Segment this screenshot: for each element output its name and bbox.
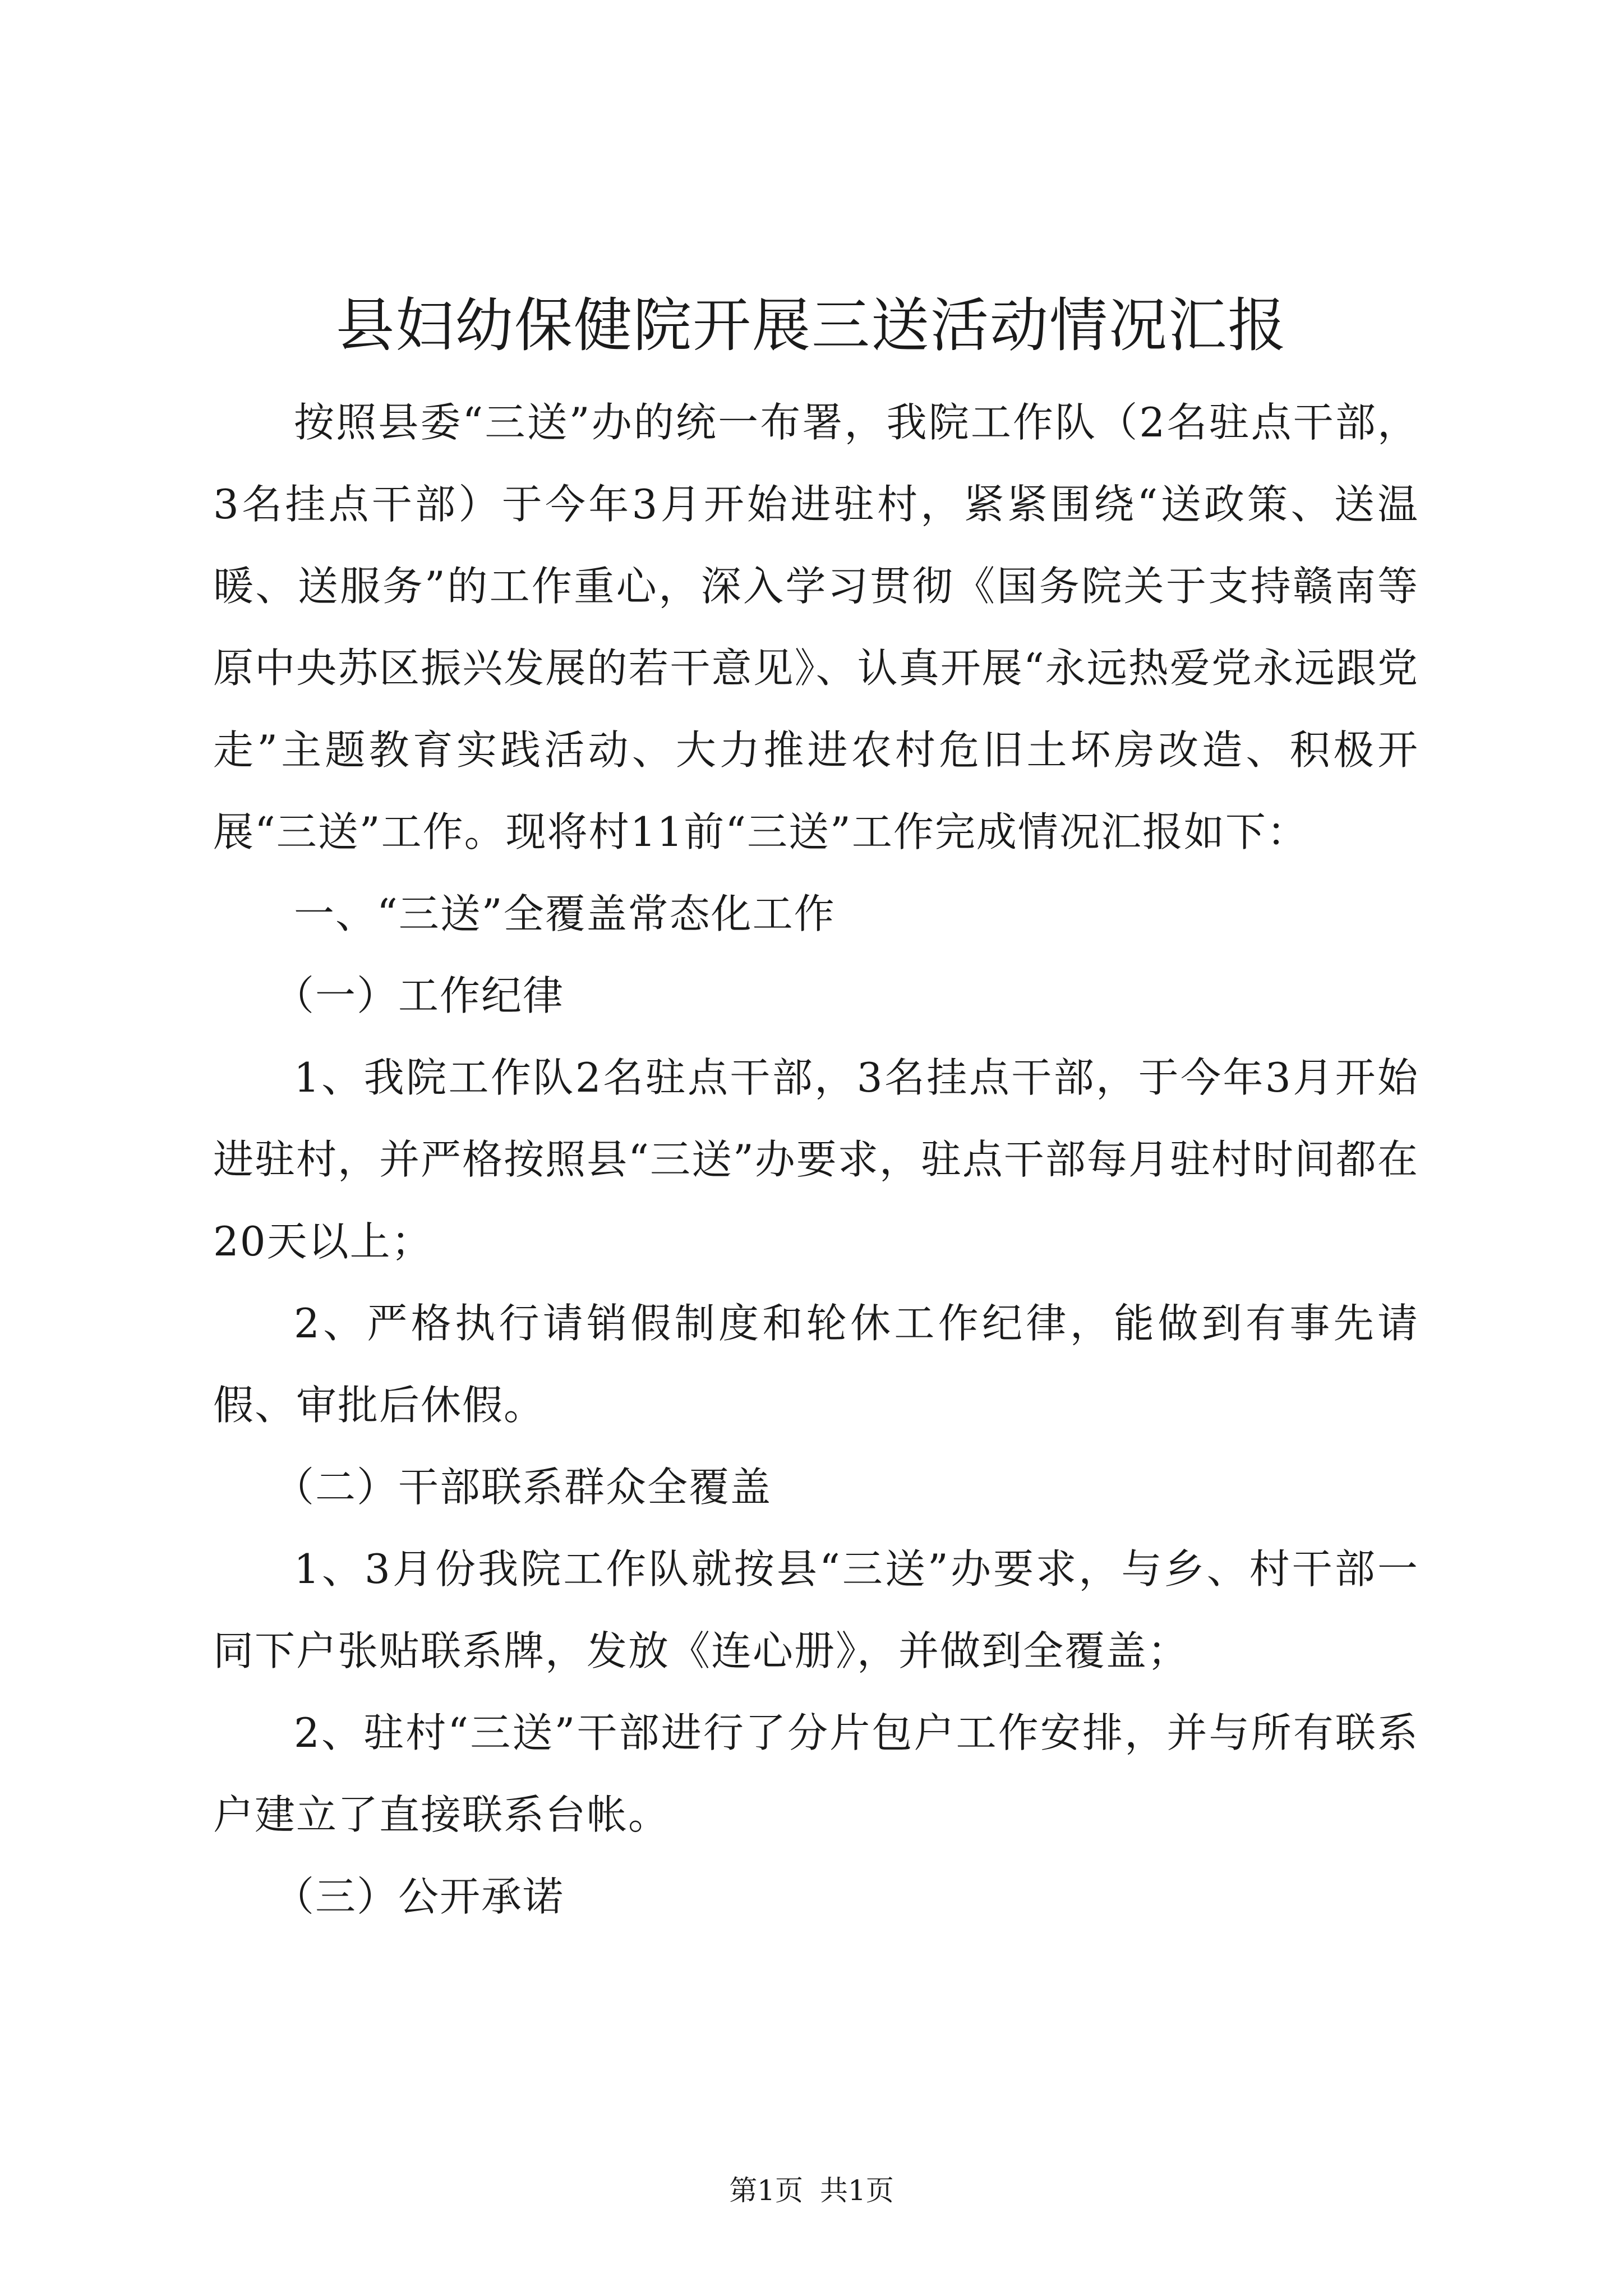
document-title: 县妇幼保健院开展三送活动情况汇报 (335, 291, 1287, 360)
subsection-heading: （二）干部联系群众全覆盖 (274, 1464, 772, 1511)
page-number: 第1页 (729, 2174, 803, 2207)
page-footer (0, 2171, 1623, 2210)
section-heading: 一、“三送”全覆盖常态化工作 (294, 890, 836, 937)
subsection-heading: （一）工作纪律 (274, 972, 565, 1019)
paragraph-intro: 按照县委“三送”办的统一布署，我院工作队（2名驻点干部，3名挂点干部）于今年3月开始进驻村，紧紧围绕“送政策、送温暖、送服务”的工作重心，深入学习贯彻《国务院关于支持赣南等原中央苏区振兴发展的若干意见》、认真开展“永远热爱党永远跟党走”主题教育实践活动、大力推进农村危旧土坏房改造、积极开展“三送”工作。现将村11前“三送”工作完成情况汇报如下： (213, 399, 1419, 855)
paragraph: 1、我院工作队2名驻点干部，3名挂点干部，于今年3月开始进驻村，并严格按照县“三送”办要求，驻点干部每月驻村时间都在20天以上； (213, 1054, 1419, 1265)
document-body (213, 381, 1419, 1938)
paragraph: 2、严格执行请销假制度和轮休工作纪律，能做到有事先请假、审批后休假。 (213, 1300, 1419, 1429)
page-total: 共1页 (820, 2174, 894, 2207)
paragraph: 1、3月份我院工作队就按县“三送”办要求，与乡、村干部一同下户张贴联系牌，发放《连心册》，并做到全覆盖； (213, 1545, 1419, 1674)
paragraph: 2、驻村“三送”干部进行了分片包户工作安排，并与所有联系户建立了直接联系台帐。 (213, 1709, 1419, 1838)
subsection-heading: （三）公开承诺 (274, 1873, 565, 1920)
